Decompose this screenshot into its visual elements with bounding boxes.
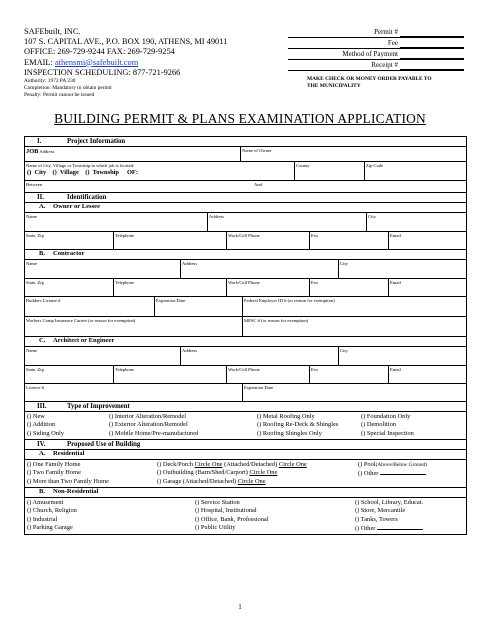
architect-license-input[interactable]: Licence #: [25, 384, 243, 401]
owner-city-input[interactable]: City: [368, 214, 376, 219]
county-field[interactable]: County: [295, 162, 365, 180]
between-field[interactable]: Between: [26, 182, 43, 187]
letterhead: [24, 27, 464, 107]
option-metal-roofing[interactable]: () Metal Roofing Only: [257, 413, 315, 420]
section-improvement-header: III. Type of Improvement: [25, 402, 466, 412]
mesc-input[interactable]: MESC # (or reason for exemption): [244, 318, 309, 323]
option-amusement[interactable]: () Amusement: [27, 499, 64, 506]
option-service-station[interactable]: () Service Station: [195, 499, 240, 506]
improvement-options: [25, 412, 466, 440]
completion-note: Completion: Mandatory to obtain permit: [24, 85, 112, 92]
section-project-header: I. Project Information: [25, 137, 466, 147]
architect-city-input[interactable]: City: [340, 348, 348, 353]
org-name: SAFEbuilt, INC.: [24, 27, 81, 36]
email-link[interactable]: athensmi@safebuilt.com: [54, 57, 139, 67]
option-multi-family[interactable]: () More than Two Family Home: [27, 477, 109, 485]
other-residential-blank[interactable]: [380, 469, 426, 475]
contractor-name-input[interactable]: Name: [25, 260, 181, 278]
section-use-header: IV. Proposed Use of Building: [25, 440, 466, 450]
option-mobile-home[interactable]: () Mobile Home/Pre-manufactured: [109, 429, 199, 437]
permit-number-field[interactable]: Permit #: [288, 27, 464, 38]
option-other-nonresidential[interactable]: () Other: [355, 524, 423, 533]
option-deck-porch[interactable]: () Deck/Porch Circle One (Attached/Detached) Circle One: [157, 461, 307, 468]
owner-fax-input[interactable]: Fax: [310, 232, 389, 249]
option-interior-remodel[interactable]: () Interior Alteration/Remodel: [109, 413, 187, 420]
contractor-address-input[interactable]: Address: [181, 260, 339, 278]
and-field[interactable]: And: [254, 182, 262, 187]
contractor-city-input[interactable]: City: [340, 261, 348, 266]
builders-license-input[interactable]: Builders License #: [25, 297, 155, 316]
option-addition[interactable]: () Addition: [27, 421, 56, 429]
owner-name-input[interactable]: Name: [25, 213, 208, 231]
page-number: 1: [238, 603, 242, 611]
office-info: [24, 27, 284, 99]
option-school[interactable]: () School, Library, Educat.: [355, 499, 424, 506]
option-other-residential[interactable]: () Other: [358, 469, 427, 478]
option-exterior-remodel[interactable]: () Exterior Alteration/Remodel: [109, 421, 188, 429]
contractor-work-cell-input[interactable]: Work/Cell Phone: [227, 279, 310, 296]
license-expiration-input[interactable]: Expiration Date: [155, 297, 243, 316]
option-store[interactable]: () Store, Mercantile: [355, 507, 406, 515]
org-address: 107 S. CAPITAL AVE., P.O. BOX 190, ATHENS, MI 49011: [24, 37, 228, 47]
option-office[interactable]: () Office, Bank, Professional: [195, 515, 269, 523]
owner-subheader: A. Owner or Lessee: [25, 203, 466, 213]
option-industrial[interactable]: () Industrial: [27, 515, 58, 523]
authority-note: Authority: 1972 PA 230: [24, 78, 76, 85]
receipt-number-field[interactable]: Receipt #: [288, 60, 464, 71]
contractor-fax-input[interactable]: Fax: [310, 279, 389, 296]
architect-state-zip-input[interactable]: State, Zip: [25, 366, 114, 383]
federal-id-input[interactable]: Federal Employer ID # (or reason for exemption): [244, 298, 335, 303]
municipality-field[interactable]: Name of City, Village or Township in which job is located: () City () Village () Township OF:: [25, 162, 295, 180]
architect-address-input[interactable]: Address: [181, 347, 339, 365]
contractor-email-input[interactable]: Email: [390, 280, 401, 285]
option-demolition[interactable]: () Demolition: [361, 421, 396, 429]
option-tanks[interactable]: () Tanks, Towers: [355, 515, 398, 523]
architect-name-input[interactable]: Name: [25, 347, 181, 365]
owner-telephone-input[interactable]: Telephone: [114, 232, 227, 249]
option-parking-garage[interactable]: () Parking Garage: [27, 523, 73, 531]
option-siding-only[interactable]: () Siding Only: [27, 429, 64, 437]
option-hospital[interactable]: () Hospital, Institutional: [195, 507, 257, 515]
contractor-state-zip-input[interactable]: State, Zip: [25, 279, 114, 296]
option-pool[interactable]: () Pool(Above/Below Ground): [358, 461, 427, 468]
option-foundation-only[interactable]: () Foundation Only: [361, 413, 411, 420]
nonresidential-subheader: B. Non-Residential: [25, 488, 466, 498]
option-church[interactable]: () Church, Religion: [27, 507, 77, 515]
municipality-options[interactable]: () City () Village () Township OF:: [27, 169, 138, 176]
job-address-field[interactable]: JOB Address: [25, 147, 241, 161]
org-phone: OFFICE: 269-729-9244 FAX: 269-729-9254: [24, 47, 175, 57]
owner-email-input[interactable]: Email: [390, 233, 401, 238]
option-two-family[interactable]: () Two Family Home: [27, 469, 81, 477]
owner-name-field[interactable]: Name of Owner: [242, 148, 272, 153]
architect-work-cell-input[interactable]: Work/Cell Phone: [227, 366, 310, 383]
option-special-inspection[interactable]: () Special Inspection: [361, 429, 414, 437]
option-one-family[interactable]: () One Family Home: [27, 461, 81, 468]
other-nonresidential-blank[interactable]: [377, 524, 423, 530]
form-title: BUILDING PERMIT & PLANS EXAMINATION APPLICATION: [54, 111, 426, 126]
residential-subheader: A. Residential: [25, 450, 466, 460]
inspection-line: INSPECTION SCHEDULING: 877-721-9266: [24, 67, 181, 77]
architect-subheader: C. Architect or Engineer: [25, 337, 466, 347]
architect-expiration-input[interactable]: Expiration Date: [244, 385, 274, 390]
architect-telephone-input[interactable]: Telephone: [114, 366, 227, 383]
fee-field[interactable]: Fee: [288, 38, 464, 49]
option-roofing-shingles[interactable]: () Roofing Shingles Only: [257, 429, 322, 437]
owner-address-input[interactable]: Address: [208, 213, 367, 231]
option-new[interactable]: () New: [27, 413, 45, 420]
contractor-telephone-input[interactable]: Telephone: [114, 279, 227, 296]
architect-email-input[interactable]: Email: [390, 367, 401, 372]
architect-fax-input[interactable]: Fax: [310, 366, 389, 383]
workers-comp-input[interactable]: Workers Comp Insurance Carrier (or reason for exemption): [25, 317, 243, 336]
option-garage[interactable]: () Garage (Attached/Detached) Circle One: [157, 477, 266, 485]
office-use-box: [288, 27, 464, 90]
nonresidential-options: [25, 498, 466, 534]
owner-work-cell-input[interactable]: Work/Cell Phone: [227, 232, 310, 249]
option-roofing-redeck[interactable]: () Roofing Re-Deck & Shingles: [257, 421, 339, 429]
zip-field[interactable]: Zip Code: [366, 163, 384, 168]
payment-instructions: MAKE CHECK OR MONEY ORDER PAYABLE TO THE MUNICIPALITY: [307, 76, 432, 89]
section-identification-header: II. Identification: [25, 193, 466, 203]
application-form: [24, 136, 467, 535]
option-public-utility[interactable]: () Public Utility: [195, 523, 236, 531]
org-email-line: EMAIL: athensmi@safebuilt.com: [24, 57, 139, 67]
payment-method-field[interactable]: Method of Payment: [288, 49, 464, 60]
owner-state-zip-input[interactable]: State, Zip: [25, 232, 114, 249]
contractor-subheader: B. Contractor: [25, 250, 466, 260]
residential-options: [25, 460, 466, 488]
option-outbuilding[interactable]: () Outbuilding (Barn/Shed/Carport) Circle One: [157, 469, 278, 477]
penalty-note: Penalty: Permit cannot be issued: [24, 92, 95, 99]
